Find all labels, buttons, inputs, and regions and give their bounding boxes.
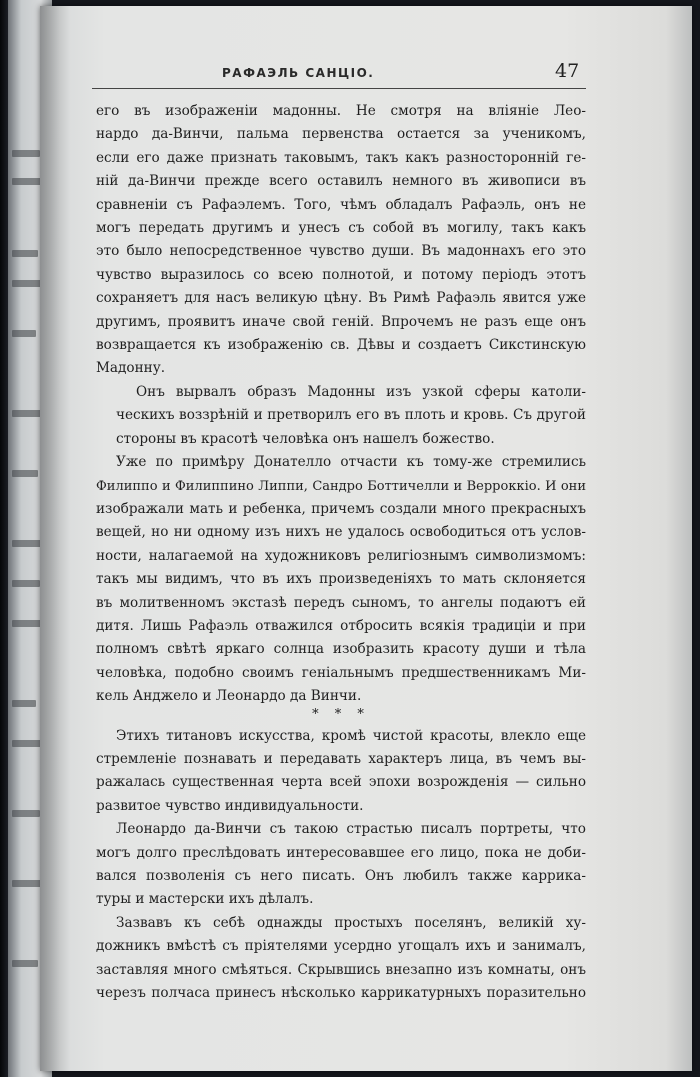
paragraph-4 — [96, 725, 586, 819]
text-line: дожникъ вмѣстѣ съ пріятелями усердно угощалъ ихъ и занималъ, — [96, 938, 586, 955]
text-line: если его даже признать таковымъ, такъ какъ разносторонній ге- — [96, 149, 586, 166]
text-line: человѣка, подобно своимъ геніальнымъ предшественникамъ Ми- — [96, 664, 586, 681]
text-line: его въ изображеніи мадонны. Не смотря на вліяніе Лео- — [96, 103, 586, 119]
text-line: возвращается къ изображенію св. Дѣвы и создаетъ Сикстинскую — [96, 337, 586, 354]
text-line: Онъ вырвалъ образъ Мадонны изъ узкой сферы католи- — [136, 383, 586, 400]
text-line: чувство выразилось со всею полнотой, и потому періодъ этотъ — [96, 266, 586, 283]
text-line: заставляя много смѣяться. Скрывшись внезапно изъ комнаты, онъ — [96, 961, 586, 978]
text-line: туры и мастерски ихъ дѣлалъ. — [96, 891, 314, 908]
running-head: РАФАЭЛЬ САНЦІО. — [222, 66, 375, 80]
text-line: это было непосредственное чувство души. Въ мадоннахъ его это — [96, 243, 586, 260]
body-text — [96, 100, 586, 1005]
text-line: развитое чувство индивидуальности. — [96, 797, 364, 814]
text-line: Леонардо да-Винчи съ такою страстью писалъ портреты, что — [116, 821, 586, 838]
header-rule — [92, 88, 586, 89]
text-line: ности, налагаемой на художниковъ религіознымъ символизмомъ: — [96, 547, 586, 564]
text-line: вещей, но ни одному изъ нихъ не удалось освободиться отъ услов- — [96, 524, 586, 541]
text-line: Зазвавъ къ себѣ однажды простыхъ поселянъ, великій ху- — [116, 914, 586, 931]
text-line: могъ долго преслѣдовать интересовавшее его лицо, пока не доби- — [96, 844, 586, 861]
text-line: сохраняетъ для насъ великую цѣну. Въ Римѣ Рафаэль явится уже — [96, 290, 586, 307]
text-line: дитя. Лишь Рафаэль отважился отбросить всякія традиціи и при — [96, 617, 586, 634]
text-line: изображали мать и ребенка, причемъ создали много прекрасныхъ — [96, 500, 586, 517]
section-separator: * * * — [312, 706, 370, 722]
text-line: стороны въ красотѣ человѣка онъ нашелъ божество. — [116, 430, 495, 447]
paragraph-3 — [96, 451, 586, 708]
text-line: нардо да-Винчи, пальма первенства остается за ученикомъ, — [96, 126, 586, 143]
text-line: Мадонну. — [96, 360, 166, 377]
text-line: Этихъ титановъ искусства, кромѣ чистой красоты, влекло еще — [116, 727, 586, 744]
page-number: 47 — [555, 60, 580, 82]
paragraph-1 — [96, 100, 586, 381]
text-line: могъ передать другимъ и унесъ съ собой въ могилу, такъ какъ — [96, 220, 586, 237]
text-line: вался позволенія съ него писать. Онъ любилъ также каррика- — [96, 868, 586, 884]
text-line: другимъ, проявитъ иначе свой геній. Впрочемъ не разъ еще онъ — [96, 313, 586, 330]
text-line: сравненіи съ Рафаэлемъ. Того, чѣмъ обладалъ Рафаэль, онъ не — [96, 196, 586, 213]
text-line: ній да-Винчи прежде всего оставилъ немного въ живописи въ — [96, 173, 586, 190]
text-line: ческихъ воззрѣній и претворилъ его въ плоть и кровь. Съ другой — [116, 407, 586, 424]
text-line: ражалась существенная черта всей эпохи возрожденія — сильно — [96, 774, 586, 791]
text-line: Уже по примѣру Донателло отчасти къ тому-же стремились — [116, 454, 586, 471]
text-line: Филиппо и Филиппино Липпи, Сандро Боттичелли и Верроккіо. И они — [96, 478, 586, 494]
paragraph-6 — [96, 912, 586, 1006]
text-line: черезъ полчаса принесъ нѣсколько каррикатурныхъ поразительно — [96, 985, 586, 1002]
text-line: кель Анджело и Леонардо да Винчи. — [96, 688, 362, 705]
text-line: въ молитвенномъ экстазѣ передъ сыномъ, то ангелы подаютъ ей — [96, 594, 586, 611]
text-line: полномъ свѣтѣ яркаго солнца изобразить красоту души и тѣла — [96, 641, 586, 658]
text-line: стремленіе познавать и передавать характеръ лица, въ чемъ вы- — [96, 750, 586, 767]
paragraph-5 — [96, 818, 586, 912]
paragraph-2 — [96, 381, 586, 451]
text-line: такъ мы видимъ, что въ ихъ произведеніяхъ то мать склоняется — [96, 571, 586, 588]
